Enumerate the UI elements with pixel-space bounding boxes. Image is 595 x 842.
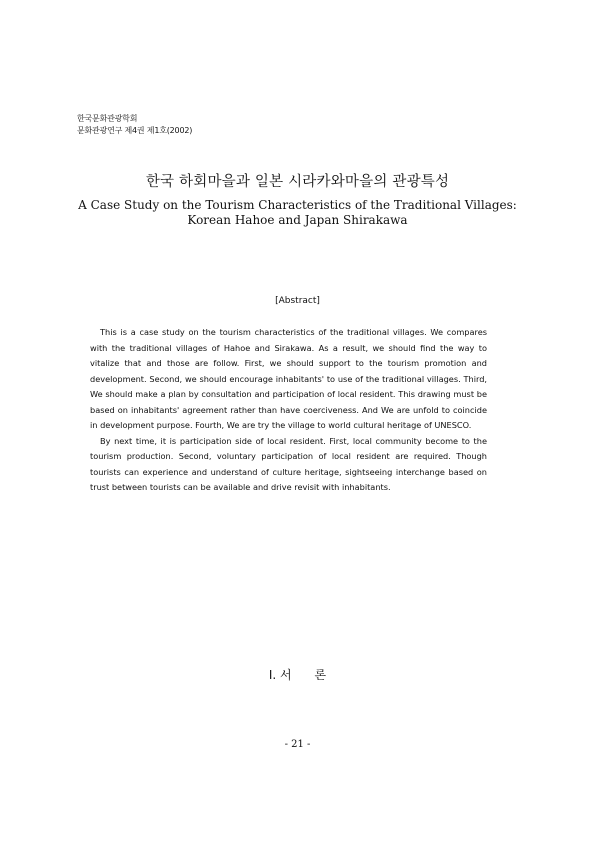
abstract-paragraph-1: This is a case study on the tourism characteristics of the traditional villages. We compares with the traditional villages of Hahoe and Sirakawa. As a result, we should find the way to vitalize that and those are follow. First, we should support to the tourism promotion and development. Second, we should encourage inhabitants' to use of the traditional villages. Third, We should make a plan by consultation and participation of local resident. This drawing must be based on inhabitants' agreement rather than have coerciveness. And We are unfold to coincide in development purpose. Fourth, We are try the village to world cultural heritage of UNESCO. [90, 327, 487, 430]
journal-citation: 문화관광연구 제4권 제1호(2002) [77, 126, 193, 135]
page-number: - 21 - [284, 739, 311, 750]
korean-title: 한국 하회마을과 일본 시라카와마을의 관광특성 [145, 174, 450, 190]
english-title [0, 198, 595, 227]
section-heading-introduction: Ⅰ. 서 론 [268, 668, 327, 682]
abstract-heading: [Abstract] [275, 296, 320, 306]
english-title-line-1: A Case Study on the Tourism Characteristics of the Traditional Villages: [78, 198, 517, 212]
society-name: 한국문화관광학회 [77, 114, 138, 123]
english-title-line-2: Korean Hahoe and Japan Shirakawa [187, 212, 408, 227]
abstract-body [90, 325, 487, 496]
abstract-paragraph-2: By next time, it is participation side of local resident. First, local community become to the tourism production. Second, voluntary participation of local resident are required. Though tourists can experience and understand of culture heritage, sightseeing interchange based on trust between tourists can be available and drive revisit with inhabitants. [90, 435, 487, 492]
journal-header [77, 113, 192, 137]
